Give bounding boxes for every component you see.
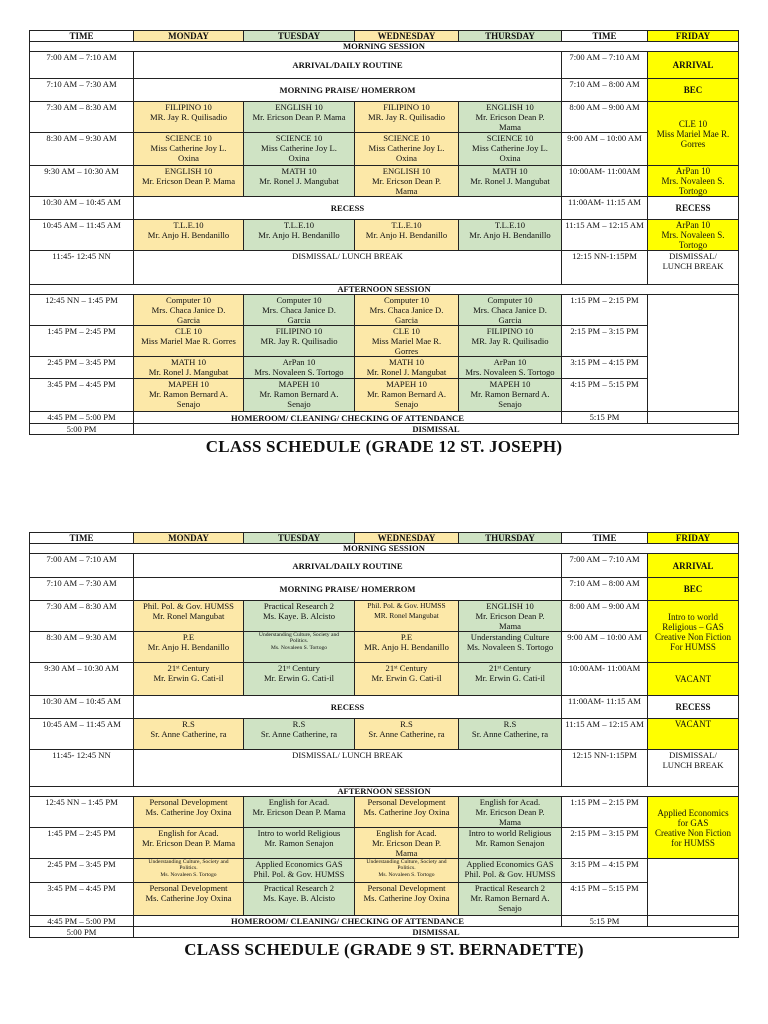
fri-time-cell: 10:00AM- 11:00AM: [562, 663, 648, 696]
class-cell: CLE 10 Miss Mariel Mae R. Gorres: [134, 326, 244, 357]
fri-time-cell: 5:15 PM: [562, 412, 648, 424]
fri-time-cell: 7:00 AM – 7:10 AM: [562, 554, 648, 578]
class-cell: T.L.E.10 Mr. Anjo H. Bendanillo: [459, 220, 562, 251]
class-cell: Understanding Culture, Society and Politics. Ms. Novaleen S. Tortogo: [134, 859, 244, 883]
fri-empty: [648, 859, 739, 916]
class-cell: R.S Sr. Anne Catherine, ra: [459, 719, 562, 750]
time-cell: 7:10 AM – 7:30 AM: [30, 578, 134, 601]
time-cell: 1:45 PM – 2:45 PM: [30, 326, 134, 357]
fri-cle: CLE 10 Miss Mariel Mae R. Gorres: [648, 102, 739, 166]
morning-praise: MORNING PRAISE/ HOMERROM: [134, 79, 562, 102]
fri-arrival: ARRIVAL: [648, 554, 739, 578]
time-cell: 5:00 PM: [30, 927, 134, 938]
time-cell: 9:30 AM – 10:30 AM: [30, 166, 134, 197]
time-cell: 7:30 AM – 8:30 AM: [30, 601, 134, 632]
class-cell: FILIPINO 10 MR. Jay R. Quilisadio: [355, 102, 459, 133]
time-cell: 12:45 NN – 1:45 PM: [30, 295, 134, 326]
fri-time-cell: 12:15 NN-1:15PM: [562, 750, 648, 787]
fri-time-cell: 1:15 PM – 2:15 PM: [562, 295, 648, 326]
homeroom: HOMEROOM/ CLEANING/ CHECKING OF ATTENDANCE: [134, 412, 562, 424]
dismissal: DISMISSAL: [134, 927, 739, 938]
fri-bec: BEC: [648, 578, 739, 601]
class-cell: English for Acad. Mr. Ericson Dean P. Mama: [355, 828, 459, 859]
class-cell: Personal Development Ms. Catherine Joy Oxina: [355, 797, 459, 828]
class-cell: MATH 10 Mr. Ronel J. Mangubat: [134, 357, 244, 379]
fri-time-cell: 7:10 AM – 8:00 AM: [562, 79, 648, 102]
header-row: [30, 533, 739, 544]
header-wednesday: WEDNESDAY: [355, 533, 459, 544]
time-cell: 7:10 AM – 7:30 AM: [30, 79, 134, 102]
fri-time-cell: 10:00AM- 11:00AM: [562, 166, 648, 197]
lunch-break: DISMISSAL/ LUNCH BREAK: [134, 251, 562, 285]
header-time: TIME: [30, 31, 134, 42]
class-cell: 21ˢᵗ Century Mr. Erwin G. Cati-il: [459, 663, 562, 696]
header-monday: MONDAY: [134, 31, 244, 42]
class-cell: P.E Mr. Anjo H. Bendanillo: [134, 632, 244, 663]
class-cell: 21ˢᵗ Century Mr. Erwin G. Cati-il: [355, 663, 459, 696]
fri-time-cell: 2:15 PM – 3:15 PM: [562, 828, 648, 859]
fri-time-cell: 11:15 AM – 12:15 AM: [562, 220, 648, 251]
class-cell: English for Acad. Mr. Ericson Dean P. Mama: [134, 828, 244, 859]
class-cell: Applied Economics GAS Phil. Pol. & Gov. HUMSS: [459, 859, 562, 883]
morning-praise: MORNING PRAISE/ HOMERROM: [134, 578, 562, 601]
class-cell: SCIENCE 10 Miss Catherine Joy L. Oxina: [355, 133, 459, 166]
class-cell: Phil. Pol. & Gov. HUMSS MR. Ronel Mangubat: [355, 601, 459, 632]
time-cell: 8:30 AM – 9:30 AM: [30, 632, 134, 663]
header-thursday: THURSDAY: [459, 31, 562, 42]
fri-lunch: DISMISSAL/ LUNCH BREAK: [648, 750, 739, 787]
class-cell: MAPEH 10 Mr. Ramon Bernard A. Senajo: [459, 379, 562, 412]
class-cell: MATH 10 Mr. Ronel J. Mangubat: [355, 357, 459, 379]
time-cell: 1:45 PM – 2:45 PM: [30, 828, 134, 859]
class-cell: 21ˢᵗ Century Mr. Erwin G. Cati-il: [244, 663, 355, 696]
time-cell: 7:00 AM – 7:10 AM: [30, 52, 134, 79]
time-cell: 10:45 AM – 11:45 AM: [30, 220, 134, 251]
fri-vacant: VACANT: [648, 719, 739, 750]
class-cell: Intro to world Religious Mr. Ramon Senajon: [244, 828, 355, 859]
class-cell: Understanding Culture, Society and Politics. Ms. Novaleen S. Tortogo: [244, 632, 355, 663]
header-tuesday: TUESDAY: [244, 31, 355, 42]
fri-time-cell: 11:15 AM – 12:15 AM: [562, 719, 648, 750]
class-cell: 21ˢᵗ Century Mr. Erwin G. Cati-il: [134, 663, 244, 696]
class-cell: Phil. Pol. & Gov. HUMSS Mr. Ronel Mangubat: [134, 601, 244, 632]
class-cell: Practical Research 2 Ms. Kaye. B. Alcisto: [244, 883, 355, 916]
class-cell: CLE 10 Miss Mariel Mae R. Gorres: [355, 326, 459, 357]
time-cell: 7:30 AM – 8:30 AM: [30, 102, 134, 133]
time-cell: 8:30 AM – 9:30 AM: [30, 133, 134, 166]
fri-time-cell: 5:15 PM: [562, 916, 648, 927]
header-friday: FRIDAY: [648, 533, 739, 544]
class-cell: Personal Development Ms. Catherine Joy Oxina: [134, 797, 244, 828]
class-cell: Practical Research 2 Mr. Ramon Bernard A. Senajo: [459, 883, 562, 916]
class-cell: Intro to world Religious Mr. Ramon Senajon: [459, 828, 562, 859]
class-cell: Applied Economics GAS Phil. Pol. & Gov. HUMSS: [244, 859, 355, 883]
fri-time-cell: 4:15 PM – 5:15 PM: [562, 379, 648, 412]
recess: RECESS: [134, 696, 562, 719]
fri-intro-religious: Intro to world Religious – GAS Creative Non Fiction For HUMSS: [648, 601, 739, 663]
time-cell: 5:00 PM: [30, 424, 134, 435]
header-wednesday: WEDNESDAY: [355, 31, 459, 42]
class-cell: English for Acad. Mr. Ericson Dean P. Mama: [244, 797, 355, 828]
morning-session: MORNING SESSION: [30, 544, 739, 554]
fri-time-cell: 2:15 PM – 3:15 PM: [562, 326, 648, 357]
class-cell: English for Acad. Mr. Ericson Dean P. Mama: [459, 797, 562, 828]
time-cell: 4:45 PM – 5:00 PM: [30, 916, 134, 927]
class-cell: FILIPINO 10 MR. Jay R. Quilisadio: [459, 326, 562, 357]
time-cell: 11:45- 12:45 NN: [30, 251, 134, 285]
header-time-friday: TIME: [562, 533, 648, 544]
fri-vacant: VACANT: [648, 663, 739, 696]
fri-arpan: ArPan 10 Mrs. Novaleen S. Tortogo: [648, 220, 739, 251]
class-cell: ENGLISH 10 Mr. Ericson Dean P. Mama: [134, 166, 244, 197]
fri-recess: RECESS: [648, 696, 739, 719]
class-cell: ArPan 10 Mrs. Novaleen S. Tortogo: [244, 357, 355, 379]
class-cell: T.L.E.10 Mr. Anjo H. Bendanillo: [355, 220, 459, 251]
dismissal: DISMISSAL: [134, 424, 739, 435]
fri-time-cell: 9:00 AM – 10:00 AM: [562, 632, 648, 663]
fri-time-cell: 7:10 AM – 8:00 AM: [562, 578, 648, 601]
class-cell: FILIPINO 10 MR. Jay R. Quilisadio: [134, 102, 244, 133]
class-cell: Computer 10 Mrs. Chaca Janice D. Garcia: [244, 295, 355, 326]
afternoon-session: AFTERNOON SESSION: [30, 285, 739, 295]
time-cell: 2:45 PM – 3:45 PM: [30, 357, 134, 379]
class-cell: ENGLISH 10 Mr. Ericson Dean P. Mama: [355, 166, 459, 197]
time-cell: 4:45 PM – 5:00 PM: [30, 412, 134, 424]
class-cell: R.S Sr. Anne Catherine, ra: [244, 719, 355, 750]
fri-empty: [648, 916, 739, 927]
fri-lunch: DISMISSAL/ LUNCH BREAK: [648, 251, 739, 285]
class-cell: MATH 10 Mr. Ronel J. Mangubat: [459, 166, 562, 197]
homeroom: HOMEROOM/ CLEANING/ CHECKING OF ATTENDANCE: [134, 916, 562, 927]
lunch-break: DISMISSAL/ LUNCH BREAK: [134, 750, 562, 787]
fri-time-cell: 9:00 AM – 10:00 AM: [562, 133, 648, 166]
time-cell: 3:45 PM – 4:45 PM: [30, 379, 134, 412]
class-cell: SCIENCE 10 Miss Catherine Joy L. Oxina: [134, 133, 244, 166]
fri-applied-economics: Applied Economics for GAS Creative Non Fiction for HUMSS: [648, 797, 739, 859]
time-cell: 10:30 AM – 10:45 AM: [30, 197, 134, 220]
fri-time-cell: 11:00AM- 11:15 AM: [562, 197, 648, 220]
fri-arpan: ArPan 10 Mrs. Novaleen S. Tortogo: [648, 166, 739, 197]
class-cell: Computer 10 Mrs. Chaca Janice D. Garcia: [355, 295, 459, 326]
fri-empty: [648, 295, 739, 412]
class-cell: R.S Sr. Anne Catherine, ra: [355, 719, 459, 750]
header-time: TIME: [30, 533, 134, 544]
time-cell: 12:45 NN – 1:45 PM: [30, 797, 134, 828]
fri-time-cell: 3:15 PM – 4:15 PM: [562, 859, 648, 883]
class-cell: T.L.E.10 Mr. Anjo H. Bendanillo: [244, 220, 355, 251]
class-cell: R.S Sr. Anne Catherine, ra: [134, 719, 244, 750]
class-cell: MAPEH 10 Mr. Ramon Bernard A. Senajo: [134, 379, 244, 412]
header-friday: FRIDAY: [648, 31, 739, 42]
time-cell: 7:00 AM – 7:10 AM: [30, 554, 134, 578]
class-cell: ENGLISH 10 Mr. Ericson Dean P. Mama: [459, 102, 562, 133]
arrival-routine: ARRIVAL/DAILY ROUTINE: [134, 554, 562, 578]
class-cell: FILIPINO 10 MR. Jay R. Quilisadio: [244, 326, 355, 357]
fri-time-cell: 11:00AM- 11:15 AM: [562, 696, 648, 719]
class-cell: MAPEH 10 Mr. Ramon Bernard A. Senajo: [244, 379, 355, 412]
schedule-grade9: [29, 532, 738, 938]
fri-empty: [648, 412, 739, 424]
class-cell: Computer 10 Mrs. Chaca Janice D. Garcia: [459, 295, 562, 326]
class-cell: Computer 10 Mrs. Chaca Janice D. Garcia: [134, 295, 244, 326]
class-cell: ENGLISH 10 Mr. Ericson Dean P. Mama: [244, 102, 355, 133]
morning-session: MORNING SESSION: [30, 42, 739, 52]
fri-time-cell: 12:15 NN-1:15PM: [562, 251, 648, 285]
header-monday: MONDAY: [134, 533, 244, 544]
afternoon-session: AFTERNOON SESSION: [30, 787, 739, 797]
fri-time-cell: 8:00 AM – 9:00 AM: [562, 601, 648, 632]
class-cell: ENGLISH 10 Mr. Ericson Dean P. Mama: [459, 601, 562, 632]
fri-bec: BEC: [648, 79, 739, 102]
class-cell: Personal Development Ms. Catherine Joy Oxina: [134, 883, 244, 916]
time-cell: 2:45 PM – 3:45 PM: [30, 859, 134, 883]
schedule-table: [29, 30, 739, 435]
time-cell: 10:45 AM – 11:45 AM: [30, 719, 134, 750]
time-cell: 11:45- 12:45 NN: [30, 750, 134, 787]
class-cell: ArPan 10 Mrs. Novaleen S. Tortogo: [459, 357, 562, 379]
class-cell: Practical Research 2 Ms. Kaye. B. Alcisto: [244, 601, 355, 632]
class-cell: MAPEH 10 Mr. Ramon Bernard A. Senajo: [355, 379, 459, 412]
class-cell: T.L.E.10 Mr. Anjo H. Bendanillo: [134, 220, 244, 251]
class-cell: Understanding Culture, Society and Politics. Ms. Novaleen S. Tortogo: [355, 859, 459, 883]
fri-arrival: ARRIVAL: [648, 52, 739, 79]
header-tuesday: TUESDAY: [244, 533, 355, 544]
fri-time-cell: 3:15 PM – 4:15 PM: [562, 357, 648, 379]
schedule-title: CLASS SCHEDULE (GRADE 9 ST. BERNADETTE): [184, 940, 584, 959]
class-cell: Understanding Culture Ms. Novaleen S. Tortogo: [459, 632, 562, 663]
time-cell: 3:45 PM – 4:45 PM: [30, 883, 134, 916]
time-cell: 9:30 AM – 10:30 AM: [30, 663, 134, 696]
header-thursday: THURSDAY: [459, 533, 562, 544]
time-cell: 10:30 AM – 10:45 AM: [30, 696, 134, 719]
fri-recess: RECESS: [648, 197, 739, 220]
recess: RECESS: [134, 197, 562, 220]
class-cell: MATH 10 Mr. Ronel J. Mangubat: [244, 166, 355, 197]
fri-time-cell: 1:15 PM – 2:15 PM: [562, 797, 648, 828]
fri-time-cell: 4:15 PM – 5:15 PM: [562, 883, 648, 916]
arrival-routine: ARRIVAL/DAILY ROUTINE: [134, 52, 562, 79]
class-cell: SCIENCE 10 Miss Catherine Joy L. Oxina: [244, 133, 355, 166]
header-time-friday: TIME: [562, 31, 648, 42]
class-cell: Personal Development Ms. Catherine Joy Oxina: [355, 883, 459, 916]
schedule-table: [29, 532, 739, 938]
class-cell: P.E MR. Anjo H. Bendanillo: [355, 632, 459, 663]
fri-time-cell: 8:00 AM – 9:00 AM: [562, 102, 648, 133]
schedule-grade12: [29, 30, 738, 435]
schedule-title: CLASS SCHEDULE (GRADE 12 ST. JOSEPH): [205, 437, 563, 456]
class-cell: SCIENCE 10 Miss Catherine Joy L. Oxina: [459, 133, 562, 166]
header-row: [30, 31, 739, 42]
fri-time-cell: 7:00 AM – 7:10 AM: [562, 52, 648, 79]
